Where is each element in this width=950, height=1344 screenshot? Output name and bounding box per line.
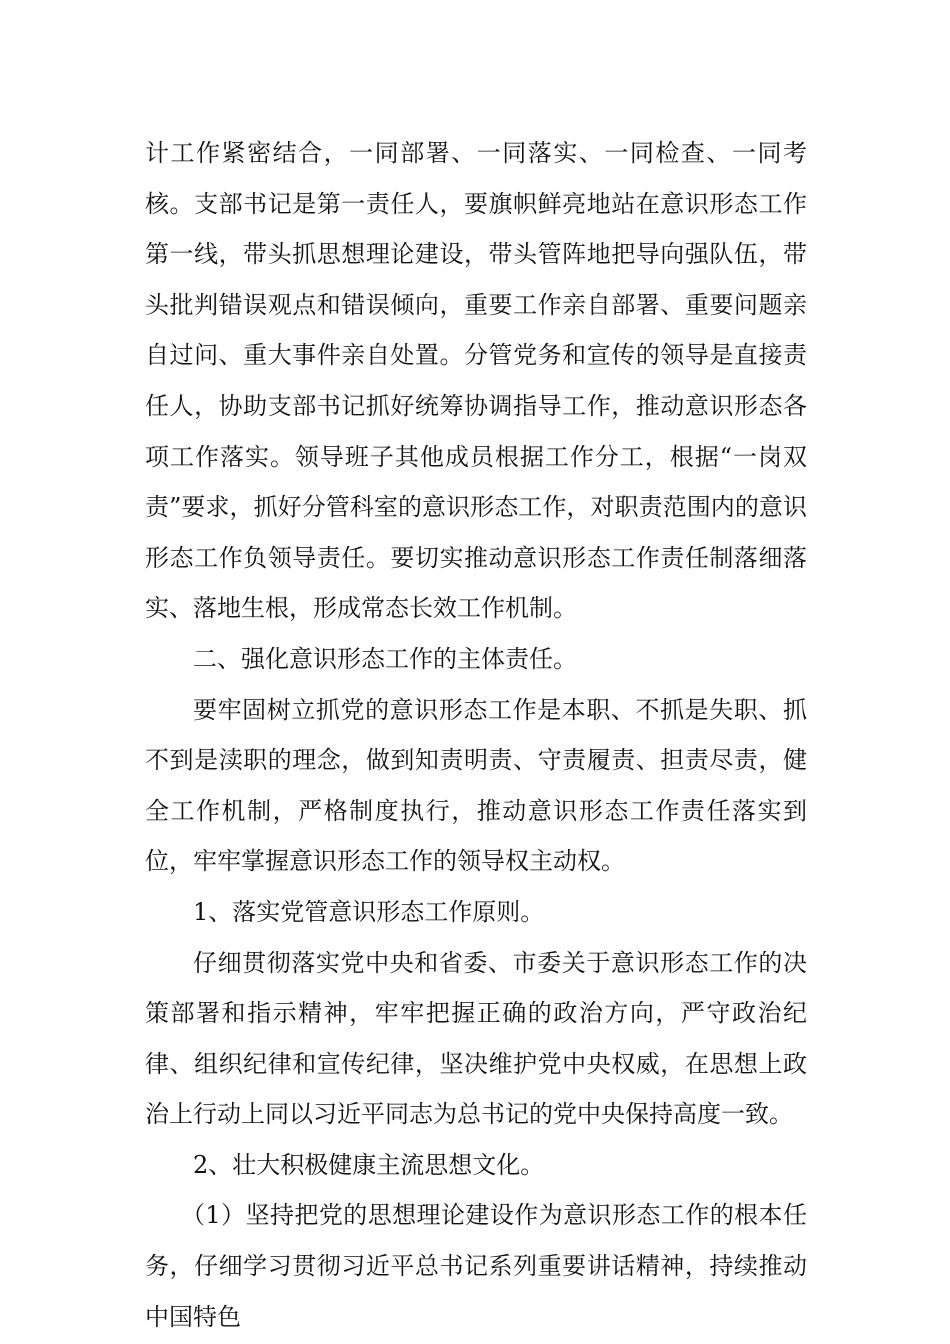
paragraph-continuation: 计工作紧密结合，一同部署、一同落实、一同检查、一同考核。支部书记是第一责任人，要旗帜鲜亮地站在意识形态工作第一线，带头抓思想理论建设，带头管阵地把导向强队伍，带头批判错误观点和错误倾向，重要工作亲自部署、重要问题亲自过问、重大事件亲自处置。分管党务和宣传的领导是直接责任人，协助支部书记抓好统筹协调指导工作，推动意识形态各项工作落实。领导班子其他成员根据工作分工，根据“一岗双责”要求，抓好分管科室的意识形态工作，对职责范围内的意识形态工作负领导责任。要切实推动意识形态工作责任制落细落实、落地生根，形成常态长效工作机制。 — [145, 139, 807, 623]
subheading-2: 2、壮大积极健康主流思想文化。 — [193, 1150, 545, 1179]
paragraph-party-principle: 仔细贯彻落实党中央和省委、市委关于意识形态工作的决策部署和指示精神，牢牢把握正确的政治方向，严守政治纪律、组织纪律和宣传纪律，坚决维护党中央权威，在思想上政治上行动上同以习近平同志为总书记的党中央保持高度一致。 — [145, 948, 807, 1129]
document-page — [145, 128, 807, 1342]
paragraph-item-1: （1）坚持把党的思想理论建设作为意识形态工作的根本任务，仔细学习贯彻习近平总书记系列重要讲话精神，持续推动中国特色 — [145, 1201, 807, 1331]
subheading-1: 1、落实党管意识形态工作原则。 — [193, 897, 545, 926]
section-heading-2: 二、强化意识形态工作的主体责任。 — [193, 644, 577, 673]
paragraph-main-responsibility: 要牢固树立抓党的意识形态工作是本职、不抓是失职、抓不到是渎职的理念，做到知责明责、守责履责、担责尽责，健全工作机制，严格制度执行，推动意识形态工作责任落实到位，牢牢掌握意识形态工作的领导权主动权。 — [145, 695, 807, 876]
